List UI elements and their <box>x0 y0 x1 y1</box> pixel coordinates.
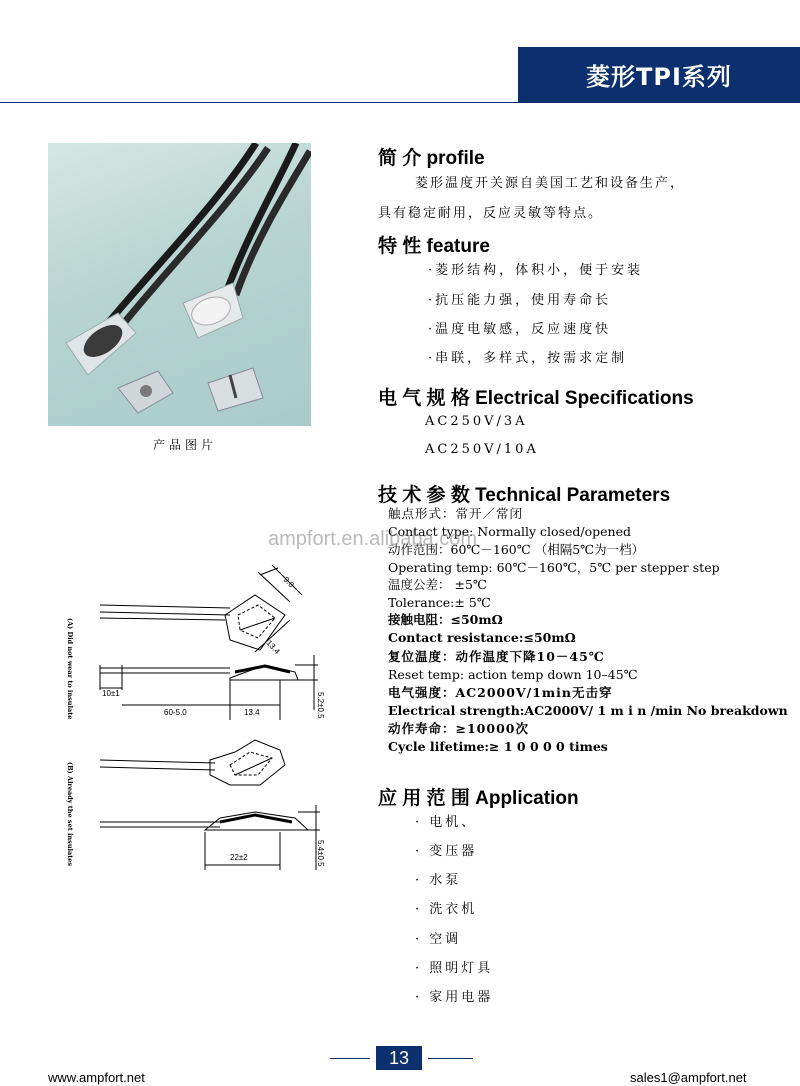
product-photo <box>48 143 311 426</box>
application-item: · 洗衣机 <box>415 902 478 917</box>
dim-width: 9.0 <box>281 575 296 590</box>
tech-line: Contact resistance:≤50mΩ <box>388 630 576 645</box>
tech-line: Reset temp: action temp down 10–45℃ <box>388 667 638 682</box>
dim-body-b: 22±2 <box>230 853 248 862</box>
series-title: 菱形TPI系列 <box>586 63 732 91</box>
tech-line: 接触电阻：≤50mΩ <box>388 612 503 627</box>
application-item: · 水泵 <box>415 873 462 888</box>
tech-line: 触点形式：常开／常闭 <box>388 506 524 521</box>
application-item: · 电机、 <box>415 815 478 830</box>
tech-line: 温度公差： ±5℃ <box>388 577 487 592</box>
dim-body: 13.4 <box>244 708 260 717</box>
drawing-label-a: (A) Did not wear to insulate <box>66 618 74 720</box>
profile-line-2: 具有稳定耐用，反应灵敏等特点。 <box>378 206 604 221</box>
application-item: · 照明灯具 <box>415 961 494 976</box>
dim-height-a: 5.2±0.5 <box>316 692 325 719</box>
feature-item: ·菱形结构，体积小，便于安装 <box>428 263 644 278</box>
page-number: 13 <box>376 1046 422 1070</box>
footer-email[interactable]: sales1@ampfort.net <box>630 1070 747 1085</box>
feature-item: ·温度电敏感，反应速度快 <box>428 322 612 337</box>
footer-line-left <box>330 1058 370 1059</box>
tech-line: Electrical strength:AC2000V/ 1 m i n /min No breakdown <box>388 703 788 718</box>
drawing-label-b: (B) Already the set insulates <box>66 762 74 867</box>
profile-heading: 简 介 profile <box>378 148 485 169</box>
electrical-heading: 电 气 规 格 Electrical Specifications <box>378 388 694 409</box>
tech-line: Cycle lifetime:≥ 1 0 0 0 0 times <box>388 739 608 754</box>
electrical-spec: AC250V/3A <box>425 414 528 429</box>
product-photo-illustration <box>48 143 311 426</box>
series-title-banner <box>518 47 800 102</box>
application-heading: 应 用 范 围 Application <box>378 788 579 809</box>
dim-lead: 60-5.0 <box>164 708 187 717</box>
tech-line: Tolerance:± 5℃ <box>388 595 491 610</box>
dim-top: 13.4 <box>264 638 282 656</box>
header-divider <box>0 102 800 103</box>
tech-line: 动作寿命：≥10000次 <box>388 721 529 736</box>
tech-line: 复位温度：动作温度下降10－45℃ <box>388 649 605 664</box>
footer-line-right <box>428 1058 473 1059</box>
dim-height-b: 5.4±0.5 <box>316 840 325 867</box>
tech-line: Operating temp: 60℃－160℃，5℃ per stepper step <box>388 560 720 575</box>
feature-item: ·抗压能力强，使用寿命长 <box>428 293 612 308</box>
profile-line-1: 菱形温度开关源自美国工艺和设备生产， <box>415 176 686 191</box>
photo-caption: 产品图片 <box>152 438 217 452</box>
watermark: ampfort.en.alibaba.com <box>268 528 478 550</box>
footer-website[interactable]: www.ampfort.net <box>48 1070 145 1085</box>
feature-heading: 特 性 feature <box>378 236 490 257</box>
application-item: · 变压器 <box>415 844 478 859</box>
application-item: · 空调 <box>415 932 462 947</box>
application-item: · 家用电器 <box>415 990 494 1005</box>
electrical-spec: AC250V/10A <box>425 442 539 457</box>
dim-lead-end: 10±1 <box>102 689 120 698</box>
tech-line: 动作范围：60℃－160℃ （相隔5℃为一档） <box>388 542 645 557</box>
feature-item: ·串联，多样式，按需求定制 <box>428 351 628 366</box>
technical-drawing <box>80 560 340 890</box>
tech-line: Contact type: Normally closed/opened <box>388 524 631 539</box>
technical-heading: 技 术 参 数 Technical Parameters <box>378 485 671 506</box>
tech-line: 电气强度：AC2000V/1min无击穿 <box>388 685 613 700</box>
